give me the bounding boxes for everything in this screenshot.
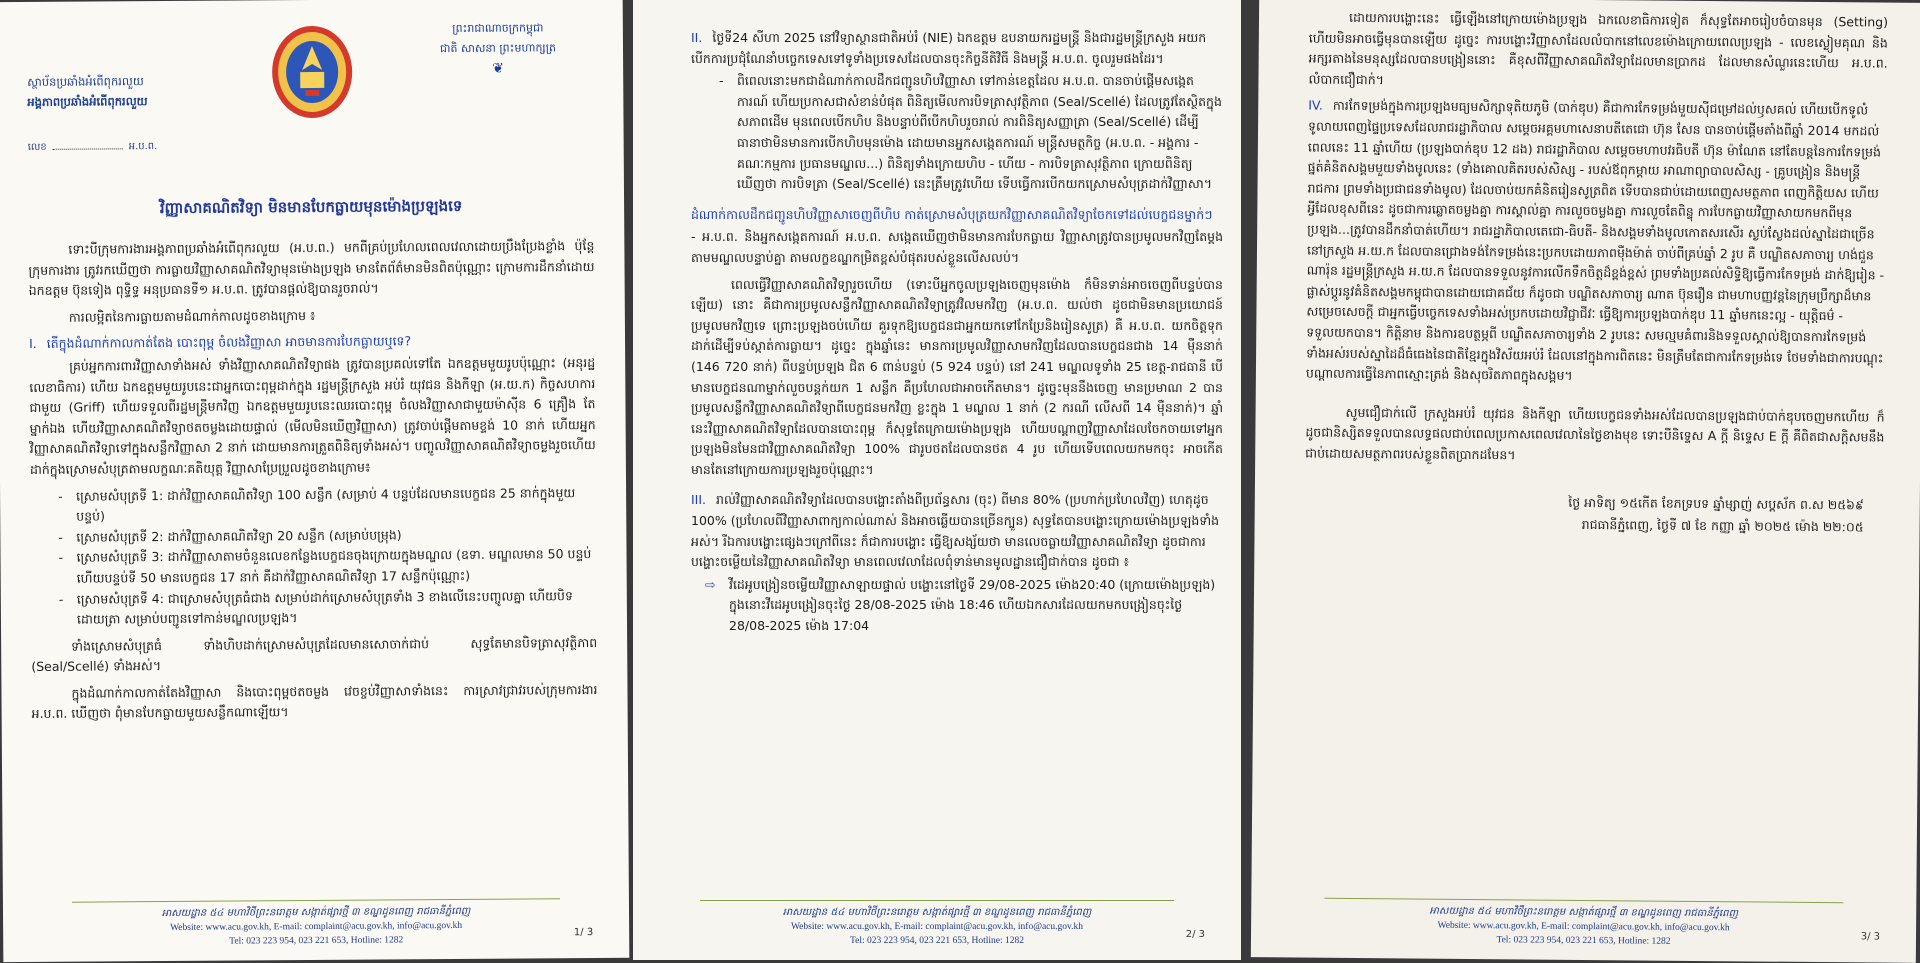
footer-phone: Tel: 023 223 954, 023 221 653, Hotline: 1282 bbox=[1496, 935, 1671, 947]
intro-paragraph-2: ការលម្អិតនៃការធ្លាយតាមដំណាក់កាលដូចខាងក្រោម ៖ bbox=[68, 307, 316, 325]
footer-website: Website: www.acu.gov.kh, E-mail: complaint@acu.gov.kh, info@acu.gov.kh bbox=[790, 922, 1084, 932]
footer-website: Website: www.acu.gov.kh, E-mail: complaint@acu.gov.kh, info@acu.gov.kh bbox=[170, 920, 463, 934]
footer-divider bbox=[700, 900, 1174, 901]
section-1-body: គ្រប់អ្នកការពារវិញ្ញាសាទាំងអស់ ទាំងវិញ្ញាសាគណិតវិទ្យាផង ត្រូវបានប្រគល់ទៅតែ ឯកឧត្តមមួយរូបប៉ុណ្ណោះ (អនុរដ្ឋលេខាធិការ) ហើយ ឯកឧត្តមមួយរូបនេះជាអ្នកបោះពុម្ពដាក់ក្នុង រដ្ឋមន្ត្រីក្រសួង អប់រំ យុវជន និងកីឡា (អ.យ.ក) កិច្ចសហការជាមួយ (Griff) ហើយទទួលពីរដ្ឋមន្ត្រីមកវិញ ឯកឧត្តមមួយរូបនេះឈរបោះពុម្ព ចំលងវិញ្ញាសាជាមួយម៉ាស៊ីន 6 គ្រឿង តែម្នាក់ឯង ហើយវិញ្ញាសាគណិតវិទ្យាថតចម្លងដោយផ្ទាល់ (មើលមិនឃើញវិញ្ញាសា) ត្រូវចាប់ផ្តើមតាមខ្ទង់ 10 នាក់ ហើយអ្នកវិញ្ញាសាគណិតវិទ្យាទៅក្នុងសន្លឹកវិញ្ញាសា 2 នាក់ ដោយមានការត្រួតពិនិត្យទាំងអស់។ បញ្ចូលវិញ្ញាសាគណិតវិទ្យាចម្លងរួចហើយ ដាក់ក្នុងស្រោមសំបុត្រតាមលក្ខណៈគតិយុត្ត វិញ្ញាសាប្រែប្រួលដូចខាងក្រោម៖ bbox=[29, 354, 596, 477]
acu-emblem-icon bbox=[267, 20, 358, 131]
page-footer bbox=[633, 900, 1241, 960]
footer-phone: Tel: 023 223 954, 023 221 653, Hotline: 1282 bbox=[229, 935, 404, 947]
kingdom-title: ព្រះរាជាណាចក្រកម្ពុជា bbox=[452, 21, 544, 36]
intro-paragraph: ទោះបីក្រុមការងារអង្គភាពប្រឆាំងអំពើពុករលួយ (អ.ប.ព.) មកពីគ្រប់ប្រហែលពេលវេលាដោយប្រឹងប្រែងខ្លាំង ប៉ុន្តែក្រុមការងារ ត្រូវរកឃើញថា ការធ្លាយវិញ្ញាសាគណិតវិទ្យាមុនម៉ោងប្រឡង មានតែព័ត៌មានមិនពិតប៉ុណ្ណោះ ក្រោមការដឹកនាំដោយ ឯកឧត្តម ប៊ុនទៀង ពុទ្ធិទ្ធ អនុប្រធានទី១ អ.ប.ព. ត្រូវបានផ្តល់ឱ្យបានរួចរាល់។ bbox=[28, 238, 595, 299]
footer-website: Website: www.acu.gov.kh, E-mail: complaint@acu.gov.kh, info@acu.gov.kh bbox=[1437, 920, 1730, 934]
page-footer bbox=[3, 898, 629, 962]
subsection-heading: ដំណាក់កាលដឹកជញ្ជូនហិបវិញ្ញាសាចេញពីហិប កាត់ស្រោមសំបុត្រយកវិញ្ញាសាគណិតវិទ្យាចែកទៅដល់បេក្ខជនម្នាក់ៗ bbox=[691, 206, 1213, 222]
page-number: 3/ 3 bbox=[1860, 931, 1881, 943]
list-item: - ស្រោមសំបុត្រទី 3: ដាក់វិញ្ញាសាតាមចំនួនលេខកន្លែងបេក្ខជនចុងក្រោយក្នុងមណ្ឌល (ឧទា. មណ្ឌលមាន 50 បន្ទប់ ហើយបន្ទប់ទី 50 មានបេក្ខជន 17 នាក់ គឺដាក់វិញ្ញាសាគណិតវិទ្យា 17 សន្លឹកប៉ុណ្ណោះ) bbox=[54, 544, 596, 589]
footer-phone: Tel: 023 223 954, 023 221 653, Hotline: 1282 bbox=[849, 936, 1025, 946]
document-page-2 bbox=[633, 0, 1241, 960]
section-2-list bbox=[715, 71, 1223, 195]
signature-mark bbox=[53, 148, 123, 149]
list-item: - ស្រោមសំបុត្រទី 1: ដាក់វិញ្ញាសាគណិតវិទ្យា 100 សន្លឹក (សម្រាប់ 4 បន្ទប់ដែលមានបេក្ខជន 25 នាក់ក្នុងមួយបន្ទប់) bbox=[54, 483, 596, 528]
footer-address: អាសយដ្ឋាន ៥៤ មហាវិថីព្រះនរោត្តម សង្កាត់ផ្សារថ្មី ៣ ខណ្ឌដូនពេញ រាជធានីភ្នំពេញ bbox=[782, 907, 1092, 918]
document-page-3 bbox=[1251, 0, 1920, 963]
collection-paragraph: ពេលធ្វើវិញ្ញាសាគណិតវិទ្យារួចហើយ (ទោះបីអ្នកចូលប្រឡងចេញមុនម៉ោង ក៏មិនទាន់អាចចេញពីបន្ទប់បានឡើយ) នោះ គឺជាការប្រមូលសន្លឹកវិញ្ញាសាគណិតវិទ្យាត្រូវវិលមកវិញ (អ.ប.ព. យល់ថា ដូចជាមិនមានប្រយោជន៍ប្រមូលមកវិញទេ ព្រោះប្រឡងចប់ហើយ គួរទុកឱ្យបេក្ខជនជាអ្នកយកទៅកែប្រែនិងរៀនសូត្រ) គឺ អ.ប.ព. យកចិត្តទុកដាក់ដើម្បីទប់ស្កាត់ការធ្លាយ។ ដូច្នេះ ក្នុងឆ្នាំនេះ មានការប្រមូលវិញ្ញាសាមកវិញដែលបានបេក្ខជនជាង 14 ម៉ឺននាក់ (146 720 នាក់) ពីបន្ទប់ប្រឡង ជិត 6 ពាន់បន្ទប់ (5 924 បន្ទប់) នៅ 241 មណ្ឌលទូទាំង 25 ខេត្ត-រាជធានី បើមានបេក្ខជនណាម្នាក់លួចបន្តក់យក 1 សន្លឹក គឺប្រហែលជាអាចកើតមាន។ ដូច្នេះមុននឹងចេញ មានប្រមាណ 2 បានប្រមូលសន្លឹកវិញ្ញាសាគណិតវិទ្យាពីបេក្ខជនមកវិញ ខ្លះក្នុង 1 មណ្ឌល 1 នាក់ (2 ករណី លើសពី 14 ម៉ឺននាក់)។ ឆ្នាំនេះវិញ្ញាសាគណិតវិទ្យាដែលបានបោះពុម្ព ក៏សុទ្ធតែក្រោយម៉ោងប្រឡង ហើយបណ្តាញវិញ្ញាសាដែលចែកចាយទៅអ្នកប្រឡងមិនមែនជាវិញ្ញាសាគណិតវិទ្យា 100% ជារូបថតដែលបានថត 4 រូប ហើយទើបពេលយកមកចុះ អាចកើតមានតែនៅក្រោយការប្រឡងរួចប៉ុណ្ណោះ។ bbox=[691, 276, 1223, 477]
footer-address: អាសយដ្ឋាន ៥៤ មហាវិថីព្រះនរោត្តម សង្កាត់ផ្សារថ្មី ៣ ខណ្ឌដូនពេញ រាជធានីភ្នំពេញ bbox=[161, 905, 471, 920]
footer-address: អាសយដ្ឋាន ៥៤ មហាវិថីព្រះនរោត្តម សង្កាត់ផ្សារថ្មី ៣ ខណ្ឌដូនពេញ រាជធានីភ្នំពេញ bbox=[1429, 905, 1739, 920]
subsection-body: - អ.ប.ព. និងអ្នកសង្កេតការណ៍ អ.ប.ព. សង្កេតឃើញថាមិនមានការបែកធ្លាយ វិញ្ញាសាត្រូវបានប្រមូលមកវិញតែម្តងតាមមណ្ឌលបន្ទាប់គ្នា តាមលក្ខខណ្ឌកម្រិតខ្ពស់បំផុតរបស់ខ្លួនលើសលប់។ bbox=[691, 229, 1223, 265]
authority-name: ស្ថាប័នប្រឆាំងអំពើពុករលួយ bbox=[27, 74, 144, 89]
list-item: - ពិពេលនោះមកជាដំណាក់កាលដឹកជញ្ជូនហិបវិញ្ញាសា ទៅកាន់ខេត្តដែល អ.ប.ព. បានចាប់ផ្តើមសង្កេតការណ៍ ហើយប្រកាសជាសំខាន់បំផុត ពិនិត្យមើលការបិទត្រាសុវត្ថិភាព (Seal/Scellé) ដែលត្រូវតែស្ថិតក្នុងសភាពដើម មុនពេលបើកហិប និងបន្ទាប់ពីបើកហិបរួចរាល់ ការពិនិត្យសញ្ញាត្រា (Seal/Scellé) ដើម្បីធានាថាមិនមានការបើកហិបមុនម៉ោង ដោយមានអ្នកសង្កេតការណ៍ មន្ត្រីសមត្ថកិច្ច (អ.ប.ព. - អង្គការ - គណៈកម្មការ ប្រធានមណ្ឌល...) ពិនិត្យទាំងក្រោយហិប - ហេីយ - ការបិទត្រាសុវត្ថិភាព ក្រោយពិនិត្យឃើញថា ការបិទត្រា (Seal/Scellé) នេះត្រឹមត្រូវហើយ ទើបធ្វើការបើកយកស្រោមសំបុត្រដាក់វិញ្ញាសា។ bbox=[715, 71, 1223, 195]
page-footer bbox=[1251, 897, 1916, 963]
envelope-list bbox=[54, 483, 597, 631]
document-title: វិញ្ញាសាគណិតវិទ្យា មិនមានបែកធ្លាយមុនម៉ោងប្រឡងទេ bbox=[159, 196, 463, 218]
lunar-date: ថ្ងៃ អាទិត្យ ១៥កើត ខែភទ្របទ ឆ្នាំម្សាញ់ សប្តស័ក ព.ស ២៥៦៩ bbox=[1568, 495, 1864, 513]
date-block bbox=[1305, 490, 1884, 539]
section-2-heading: II. ថ្ងៃទី24 សីហា 2025 នៅវិទ្យាស្ថានជាតិអប់រំ (NIE) ឯកឧត្តម ឧបនាយករដ្ឋមន្ត្រី និងជារដ្ឋមន្ត្រីក្រសួង អយក បើកការប្រជុំណែនាំបច្ចេកទេសទៅទូទាំងប្រទេសដែលបានចុះកិច្ចនីតិវិធី និងមន្ត្រី អ.ប.ព. ចូលរួមផងដែរ។ bbox=[691, 30, 1207, 66]
issue-date: រាជធានីភ្នំពេញ, ថ្ងៃទី ៧ ខែ កញ្ញា ឆ្នាំ ២០២៥ ម៉ោង ២២:០៥ bbox=[1581, 517, 1864, 535]
reference-number: លេខ អ.ប.ព. bbox=[27, 141, 158, 153]
arrow-right-icon: ⇨ bbox=[705, 576, 716, 592]
kingdom-subtitle: ជាតិ សាសនា ព្រះមហាក្សត្រ bbox=[439, 41, 556, 56]
list-item: - ស្រោមសំបុត្រទី 4: ជាស្រោមសំបុត្រធំជាង សម្រាប់ដាក់ស្រោមសំបុត្រទាំង 3 ខាងលើនេះបញ្ចូលគ្នា ហើយបិទដោយត្រា សម្រាប់បញ្ជូនទៅកាន់មណ្ឌលប្រឡង។ bbox=[55, 586, 597, 631]
section-1-heading: I. តើក្នុងដំណាក់កាលកាត់តែង បោះពុម្ព ចំលងវិញ្ញាសា អាចមានការបែកធ្លាយឬទេ? bbox=[28, 333, 412, 352]
letterhead bbox=[27, 18, 594, 152]
section-4-heading: IV. ការកែទម្រង់ក្នុងការប្រឡងមធ្យមសិក្សាទុតិយភូមិ (បាក់ឌុប) គឺជាការកែទម្រង់មួយស៊ីជម្រៅដល់ឫសគល់ ហើយបើកទូលំទូលាយពេញផ្ទៃប្រទេសដែលរាជរដ្ឋាភិបាល សម្តេចអគ្គមហាសេនាបតីតេជោ ហ៊ុន សែន បានចាប់ផ្តើមតាំងពីឆ្នាំ 2014 មកដល់ពេលនេះ 11 ឆ្នាំហើយ (ប្រឡងបាក់ឌុប 12 ដង) រាជរដ្ឋាភិបាល សម្តេចមហាបវរធិបតី ហ៊ុន ម៉ាណែត នៅតែបន្តនៃការកែទម្រង់ផ្នត់គំនិតសង្គមមួយទាំងមូលនេះ (ទាំងគោលគិតរបស់សិស្ស - របស់ឪពុកម្តាយ អាណាព្យាបាលសិស្ស - គ្រូបង្រៀន និងមន្ត្រីរាជការ ព្រមទាំងប្រជាជនទាំងមូល) ដែលចាប់យកគំនិតរៀនសូត្រពិត ទើបបានជាប់ដោយពេញសមត្ថភាព ពេញកិត្តិយស ហើយអ្វីដែលខុសពីនេះ ដូចជាការឆ្លោតចម្លងគ្នា ការស្គាល់គ្នា ការលួចចម្លងគ្នា ការលួចតែពិន្ទុ ការបែកធ្លាយវិញ្ញាសាយកមកពីមុនប្រឡង...ត្រូវបានដឹកនាំបាត់ហើយ។ រាជរដ្ឋាភិបាលតេជោ-ធិបតី- និងសង្គមទាំងមូលកោតសរសើរ ស្ងប់ស្ងែងដល់ស្នាដៃជាច្រើននៅក្រសួង អ.យ.ក ដែលបានជ្រោងទង់កែទម្រង់នេះប្រកបដោយភាពម៉ឺងម៉ាត់ ចាប់ពីគ្រប់ឆ្នាំ 2 រូប គឺ បណ្ឌិតសភាចារ្យ ហង់ជួន ណារ៉ុន រដ្ឋមន្ត្រីក្រសួង អ.យ.ក ដែលបានទទួលនូវការលើកទឹកចិត្តដ៏ខ្ពង់ខ្ពស់ ព្រមទាំងប្រគល់សិទ្ធិឱ្យធ្វើការកែទម្រង់ ដាក់ឱ្យរៀន - ផ្លាស់ប្តូរនូវគំនិតសង្គមកម្ពុជាបានដោយជោគជ័យ ក៏ដូចជា បណ្ឌិតសភាចារ្យ ណាត ប៊ុនរឿន ជាមហាបញ្ញវន្តនៃក្រុមប្រឹក្សាដ៏មានសម្រេចសេចក្តី ជាអ្នកធ្វើបច្ចេកទេសទាំងអស់ប្រកបដោយវិជ្ជាជីវៈ ធ្វើឱ្យការប្រឡងបាក់ឌុប 11 ឆ្នាំមកនេះល្អ - យុត្តិធម៌ - ទទួលយកបាន។ កិត្តិនាម និងការឧបត្ថម្ភពី បណ្ឌិតសភាចារ្យទាំង 2 រូបនេះ សមល្មមគំពារនិងទទួលស្គាល់ឱ្យបានការកែទម្រង់ទាំងអស់របស់ស្នាដៃដ៏ធំធេងនៃជាតិខ្មែរក្នុងវិស័យអប់រំ ដែលនៅក្នុងការពិតនេះ មិនត្រឹមតែជាការកែទម្រង់ទេ ថែមទាំងជាការបណ្តុះបណ្តាលការធ្វើនៃភាពស្មោះត្រង់ និងសុចរិតភាពក្នុងសង្គម។ bbox=[1305, 97, 1885, 383]
document-page-1 bbox=[0, 0, 629, 962]
page-number: 2/ 3 bbox=[1185, 929, 1205, 940]
issuing-authority bbox=[27, 71, 148, 112]
list-item: ⇨ វីដេអូបង្រៀនចម្លើយវិញ្ញាសាឡាយផ្ទាល់ បង្ហោះនៅថ្ងៃទី 29/08-2025 ម៉ោង20:40 (ក្រោយម៉ោងប្រឡង) ក្នុងនោះវីដេអូបង្រៀនចុះថ្ងៃ 28/08-2025 ម៉ោង 18:46 ហើយឯកសារដែលយកមកបង្រៀនចុះថ្ងៃ 28/08-2025 ម៉ោង 17:04 bbox=[705, 576, 1216, 634]
kingdom-motto bbox=[423, 18, 573, 79]
section-1-conclusion: ក្នុងដំណាក់កាលកាត់តែងវិញ្ញាសា និងបោះពុម្ពថតចម្លង វេចខ្ចប់វិញ្ញាសាទាំងនេះ ការស្រាវជ្រាវរបស់ក្រុមការងារ អ.ប.ព. ឃើញថា ពុំមានបែកធ្លាយមួយសន្លឹកណាឡើយ។ bbox=[31, 681, 598, 722]
list-item: - ស្រោមសំបុត្រទី 2: ដាក់វិញ្ញាសាគណិតវិទ្យា 20 សន្លឹក (សម្រាប់បម្រុង) bbox=[54, 524, 596, 548]
page-number: 1/ 3 bbox=[573, 927, 594, 939]
section-3-heading: III. រាល់វិញ្ញាសាគណិតវិទ្យាដែលបានបង្ហោះតាំងពីប្រព័ន្ធសារ (ចុះ) ពីមាន 80% (ប្រហាក់ប្រហែលវិញ) ហេតុដូច 100% (ប្រហែលពីវិញ្ញាសាពាក្យកាល់ណាស់ និងអាចឆ្លើយបានច្រើនក្បួន) សុទ្ធតែបានបង្ហោះក្រោយម៉ោងប្រឡងទាំងអស់។ រីឯការបង្ហោះផ្សេងៗក្រៅពីនេះ ក៏ជាការបង្ហោះ ធ្វើឱ្យសង្ស័យថា មានលេចធ្លាយវិញ្ញាសាគណិតវិទ្យា ដូចជាការបង្ហោះចម្លើយនៃវិញ្ញាសាគណិតវិទ្យា មានពេលវេលាដែលពុំទាន់មានមូលដ្ឋានជឿជាក់បាន ដូចជា ៖ bbox=[691, 492, 1220, 570]
closing-paragraph: សូមជឿជាក់លើ ក្រសួងអប់រំ យុវជន និងកីឡា ហើយបេក្ខជនទាំងអស់ដែលបានប្រឡងជាប់បាក់ឌុបចេញមកហើយ ក៏ដូចជានិស្សិតទទួលបានលទ្ធផលជាប់ពេលប្រកាសពេលវេលានៃថ្ងៃខាងមុខ ទោះបីនិទ្ទេស A ក្តី និទ្ទេស E ក្តី គឺពិតជាសក្តិសមនឹងជាប់ដោយសមត្ថភាពរបស់ខ្លួនពិតប្រាកដមែន។ bbox=[1305, 404, 1885, 463]
ornament-icon: ❦ bbox=[492, 60, 505, 77]
seal-paragraph: ទាំងស្រោមសំបុត្រធំ ទាំងហិបដាក់ស្រោមសំបុត្រដែលមានសោចាក់ជាប់ សុទ្ធតែមានបិទត្រាសុវត្ថិភាព (Seal/Scellé) ទាំងអស់។ bbox=[31, 634, 598, 675]
continuation-paragraph: ដោយការបង្ហោះនេះ ធ្វើឡើងនៅក្រោយម៉ោងប្រឡង ឯកលេខាធិការទៀត ក៏សុទ្ធតែអាចរៀបចំបានមុន (Setting) ហើយមិនអាចធ្វើមុនបានឡើយ ដូច្នេះ ការបង្ហោះវិញ្ញាសាដែលលំបាកនៅលេខម៉ោងក្រោយពេលប្រឡង - លេខស្ងៀមគុណ និងអក្សរតាងនៃមនុស្សដែលបានបង្រៀននោះ គឺខុសពីវិញ្ញាសាគណិតវិទ្យាដែលមានប្រាកដ ដែលមានសំណួរនេះហើយ អ.ប.ព. លំបាកជឿជាក់។ bbox=[1308, 9, 1889, 87]
footer-divider bbox=[72, 898, 560, 902]
unit-name: អង្គភាពប្រឆាំងអំពើពុករលួយ bbox=[27, 94, 148, 109]
